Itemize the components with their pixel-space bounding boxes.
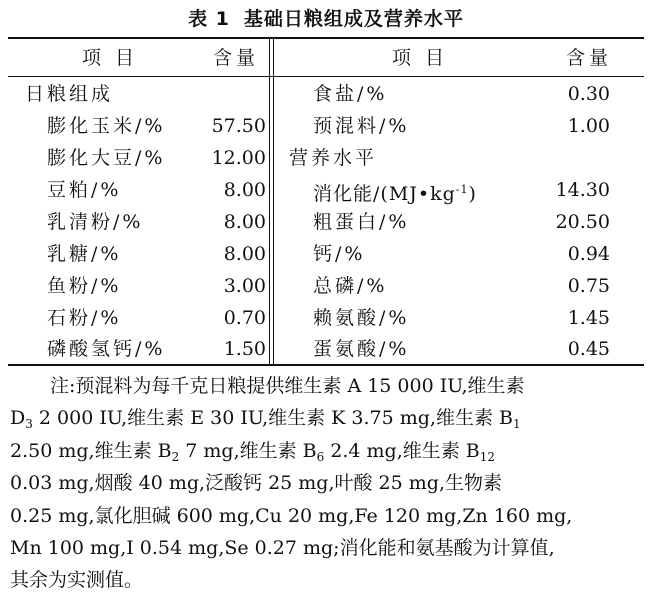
category-label: 日粮组成 bbox=[25, 83, 114, 105]
row-label: 乳糖/% bbox=[47, 243, 122, 265]
row-value: 8.00 bbox=[223, 211, 266, 233]
row-value: 8.00 bbox=[223, 179, 266, 201]
column-divider bbox=[273, 39, 274, 364]
row-value: 1.00 bbox=[567, 115, 610, 137]
row-value: 0.70 bbox=[223, 307, 266, 329]
note-line: 注:预混料为每千克日粮提供维生素 A 15 000 IU,维生素 bbox=[50, 375, 525, 397]
row-value: 0.75 bbox=[567, 275, 610, 297]
header-item-left: 项目 bbox=[82, 47, 149, 69]
row-label: 消化能$/(MJ•kg^{-1})$ bbox=[313, 183, 477, 205]
row-label: 膨化大豆/% bbox=[47, 147, 166, 169]
row-label: 豆粕/% bbox=[47, 179, 122, 201]
top-rule bbox=[8, 37, 644, 39]
row-label: 预混料/% bbox=[313, 115, 410, 137]
row-label: 鱼粉/% bbox=[47, 275, 122, 297]
note-line: Mn 100 mg,I 0.54 mg,Se 0.27 mg;消化能和氨基酸为计算值, bbox=[10, 536, 555, 559]
row-value: 1.50 bbox=[223, 338, 266, 360]
row-value: 57.50 bbox=[211, 115, 266, 137]
row-label: 赖氨酸/% bbox=[313, 307, 410, 329]
table-caption: 基础日粮组成及营养水平 bbox=[243, 8, 464, 30]
row-label: 钙/% bbox=[313, 243, 366, 265]
row-label: 蛋氨酸/% bbox=[313, 338, 410, 360]
row-label: 膨化玉米/% bbox=[47, 115, 166, 137]
row-value: 0.30 bbox=[567, 83, 610, 105]
category-label: 营养水平 bbox=[289, 147, 378, 169]
row-label: 磷酸氢钙/% bbox=[47, 338, 166, 360]
row-label: 总磷/% bbox=[313, 275, 388, 297]
row-label: 食盐/% bbox=[313, 83, 388, 105]
row-label: 石粉/% bbox=[47, 307, 122, 329]
header-rule bbox=[8, 76, 644, 77]
table-number: 表 1 bbox=[188, 8, 230, 30]
header-item-right: 项目 bbox=[392, 47, 459, 69]
row-value: 1.45 bbox=[567, 307, 610, 329]
header-amount-right: 含量 bbox=[566, 47, 613, 69]
note-line: 其余为实测值。 bbox=[10, 569, 144, 592]
row-value: 14.30 bbox=[555, 179, 610, 201]
header-amount-left: 含量 bbox=[213, 47, 260, 69]
table-note bbox=[10, 370, 642, 597]
row-value: 3.00 bbox=[223, 275, 266, 297]
table-title bbox=[0, 4, 652, 31]
row-value: 20.50 bbox=[555, 211, 610, 233]
row-label: 乳清粉/% bbox=[47, 211, 144, 233]
note-line: 0.25 mg,氯化胆碱 600 mg,Cu 20 mg,Fe 120 mg,Zn 160 mg, bbox=[10, 504, 573, 527]
row-label: 粗蛋白/% bbox=[313, 211, 410, 233]
column-divider bbox=[269, 39, 270, 364]
row-value: 0.45 bbox=[567, 338, 610, 360]
row-value: 12.00 bbox=[211, 147, 266, 169]
row-value: 8.00 bbox=[223, 243, 266, 265]
row-value: 0.94 bbox=[567, 243, 610, 265]
note-line: $D_3$ 2 000 IU,维生素 E 30 IU,维生素 K 3.75 mg,维生素 $B_1$ bbox=[10, 407, 521, 432]
note-line: 2.50 mg,维生素 $B_2$ 7 mg,维生素 $B_6$ 2.4 mg,维生素 $B_{12}$ bbox=[10, 439, 496, 464]
note-line: 0.03 mg,烟酸 40 mg,泛酸钙 25 mg,叶酸 25 mg,生物素 bbox=[10, 472, 502, 495]
